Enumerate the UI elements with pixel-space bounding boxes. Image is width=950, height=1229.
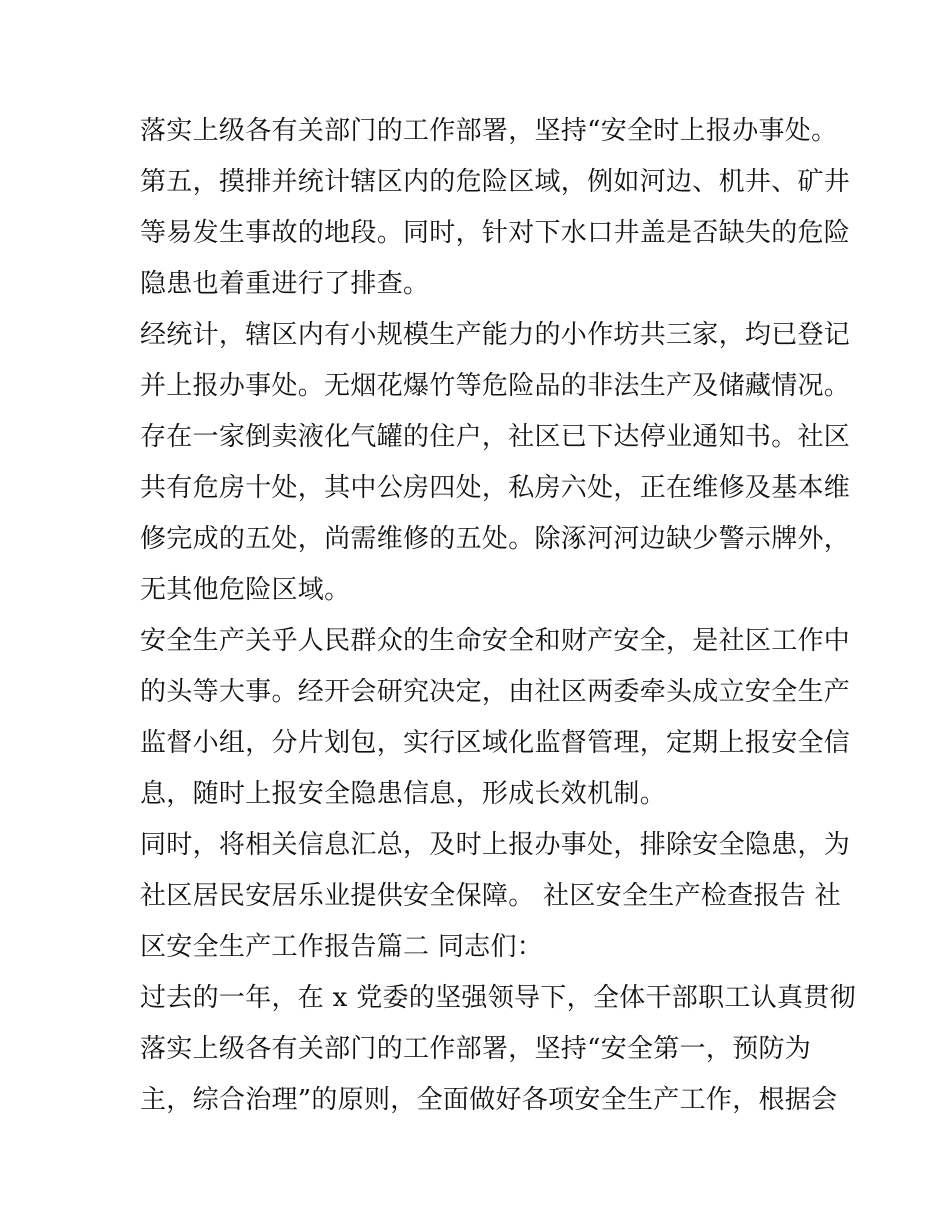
text-line: 第五，摸排并统计辖区内的危险区域，例如河边、机井、矿井 (140, 167, 851, 197)
text-line: 息，随时上报安全隐患信息，形成长效机制。 (140, 779, 667, 809)
text-line: 隐患也着重进行了排查。 (140, 269, 430, 299)
text-line: 社区居民安居乐业提供安全保障。 社区安全生产检查报告 社 (140, 881, 841, 911)
text-line: 监督小组，分片划包，实行区域化监督管理，定期上报安全信 (140, 728, 851, 758)
text-line: 安全生产关乎人民群众的生命安全和财产安全，是社区工作中 (140, 626, 851, 656)
text-line: 落实上级各有关部门的工作部署，坚持“安全第一，预防为 (140, 1034, 812, 1064)
text-line: 的头等大事。经开会研究决定，由社区两委牵头成立安全生产 (140, 677, 851, 707)
document-body (140, 106, 856, 1126)
text-line: 区安全生产工作报告篇二 同志们： (140, 932, 544, 962)
text-line: 同时，将相关信息汇总，及时上报办事处，排除安全隐患，为 (140, 830, 851, 860)
text-line: 无其他危险区域。 (140, 575, 351, 605)
text-line: 落实上级各有关部门的工作部署，坚持“安全时上报办事处。 (140, 116, 838, 146)
text-line: 存在一家倒卖液化气罐的住户，社区已下达停业通知书。社区 (140, 422, 851, 452)
text-line: 经统计，辖区内有小规模生产能力的小作坊共三家，均已登记 (140, 320, 851, 350)
text-line: 共有危房十处，其中公房四处，私房六处，正在维修及基本维 (140, 473, 851, 503)
text-line: 等易发生事故的地段。同时，针对下水口井盖是否缺失的危险 (140, 218, 851, 248)
text-line: 并上报办事处。无烟花爆竹等危险品的非法生产及储藏情况。 (140, 371, 851, 401)
text-line: 主，综合治理”的原则，全面做好各项安全生产工作，根据会 (140, 1085, 838, 1115)
text-line: 修完成的五处，尚需维修的五处。除涿河河边缺少警示牌外， (140, 524, 851, 554)
text-line: 过去的一年，在 x 党委的坚强领导下，全体干部职工认真贯彻 (140, 983, 856, 1013)
